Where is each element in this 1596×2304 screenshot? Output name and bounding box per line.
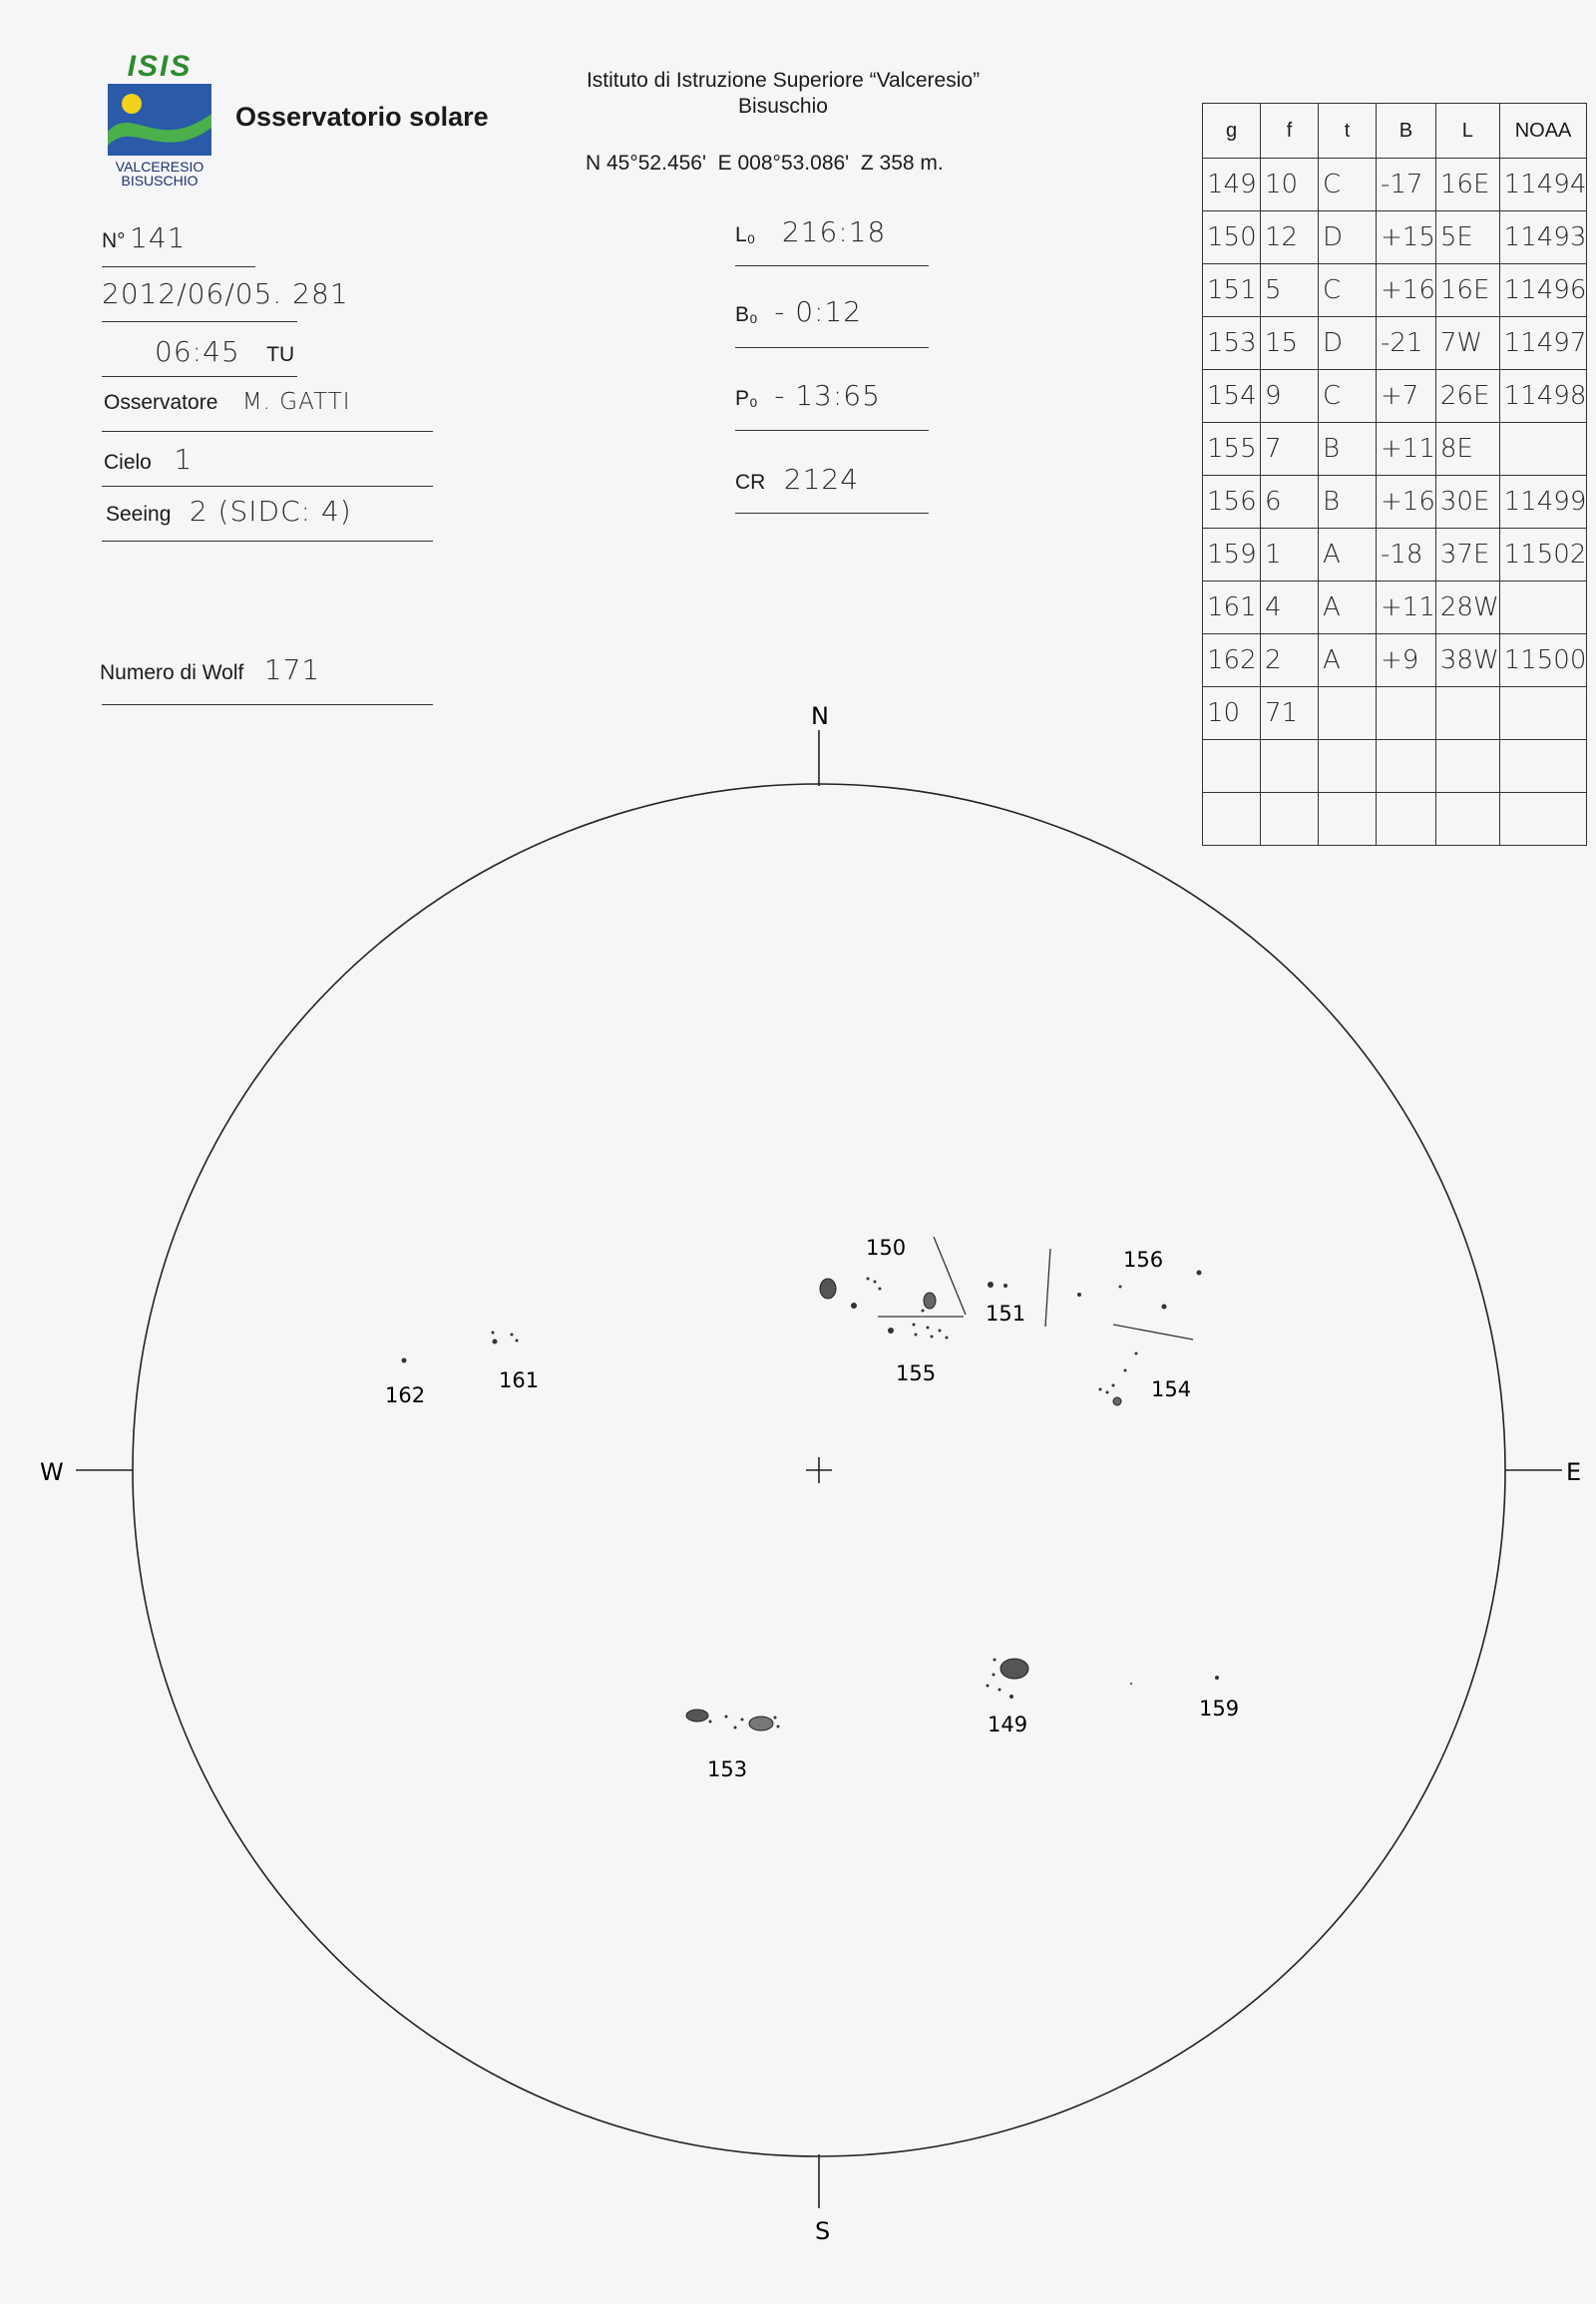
table-cell: 28W xyxy=(1435,581,1499,634)
table-cell: A xyxy=(1319,634,1377,687)
table-cell: 5 xyxy=(1261,264,1319,317)
table-cell: 161 xyxy=(1203,581,1261,634)
table-cell xyxy=(1377,793,1436,846)
table-cell: +9 xyxy=(1377,634,1436,687)
table-cell xyxy=(1319,687,1377,740)
table-cell xyxy=(1499,423,1587,476)
col-header-b: B xyxy=(1377,104,1436,159)
table-cell: +16 xyxy=(1377,476,1436,529)
l0-value: 216:18 xyxy=(781,215,887,248)
table-cell: A xyxy=(1319,529,1377,581)
table-row xyxy=(1203,370,1587,423)
table-header-row xyxy=(1203,104,1587,159)
observation-time-value: 06:45 xyxy=(155,335,240,368)
table-cell: 15 xyxy=(1261,317,1319,370)
record-number xyxy=(102,221,186,254)
seeing-field xyxy=(106,495,352,528)
seeing-label: Seeing xyxy=(106,503,172,526)
group-label-154: 154 xyxy=(1151,1377,1192,1401)
table-cell xyxy=(1499,740,1587,793)
table-cell: 7W xyxy=(1435,317,1499,370)
b0-value: - 0:12 xyxy=(774,295,863,328)
group-label-153: 153 xyxy=(707,1757,748,1781)
table-cell: 11497 xyxy=(1499,317,1587,370)
table-row xyxy=(1203,159,1587,211)
table-row xyxy=(1203,687,1587,740)
institute-header xyxy=(544,68,1022,120)
table-cell: 71 xyxy=(1261,687,1319,740)
table-cell: 162 xyxy=(1203,634,1261,687)
table-row xyxy=(1203,423,1587,476)
table-cell xyxy=(1319,793,1377,846)
table-cell: 10 xyxy=(1261,159,1319,211)
table-cell xyxy=(1319,740,1377,793)
wolf-number-label: Numero di Wolf xyxy=(100,661,244,684)
table-cell xyxy=(1435,687,1499,740)
table-cell xyxy=(1377,740,1436,793)
l0-field xyxy=(735,215,886,248)
site-coordinates: N 45°52.456' E 008°53.086' Z 358 m. xyxy=(586,152,944,175)
table-cell: 11502 xyxy=(1499,529,1587,581)
group-156-spots xyxy=(1077,1271,1202,1310)
table-cell xyxy=(1499,581,1587,634)
table-row xyxy=(1203,793,1587,846)
table-cell: -17 xyxy=(1377,159,1436,211)
record-number-value: 141 xyxy=(130,221,187,254)
table-cell: 9 xyxy=(1261,370,1319,423)
group-label-159: 159 xyxy=(1199,1697,1240,1721)
table-cell: 149 xyxy=(1203,159,1261,211)
l0-label: L₀ xyxy=(735,223,756,246)
table-cell xyxy=(1203,793,1261,846)
table-cell: +11 xyxy=(1377,581,1436,634)
label-west: W xyxy=(40,1458,64,1486)
institute-line1: Istituto di Istruzione Superiore “Valceresio” xyxy=(586,69,981,92)
table-cell xyxy=(1377,687,1436,740)
table-cell: B xyxy=(1319,423,1377,476)
table-cell: 153 xyxy=(1203,317,1261,370)
group-label-162: 162 xyxy=(385,1383,426,1407)
table-cell xyxy=(1435,793,1499,846)
label-east: E xyxy=(1566,1458,1582,1486)
table-cell: 159 xyxy=(1203,529,1261,581)
table-cell: +15 xyxy=(1377,211,1436,264)
table-cell: 154 xyxy=(1203,370,1261,423)
table-row xyxy=(1203,264,1587,317)
table-cell: 8E xyxy=(1435,423,1499,476)
solar-disk-outline xyxy=(133,784,1505,2156)
table-cell: B xyxy=(1319,476,1377,529)
table-cell: 6 xyxy=(1261,476,1319,529)
group-150-boundary-a xyxy=(934,1237,966,1315)
table-row xyxy=(1203,317,1587,370)
table-cell: 151 xyxy=(1203,264,1261,317)
table-cell: 7 xyxy=(1261,423,1319,476)
group-150-spots xyxy=(820,1278,936,1313)
table-row xyxy=(1203,211,1587,264)
table-cell: -21 xyxy=(1377,317,1436,370)
group-label-155: 155 xyxy=(896,1361,937,1385)
table-cell: 11498 xyxy=(1499,370,1587,423)
observation-time xyxy=(155,335,294,368)
institute-line2: Bisuschio xyxy=(738,95,828,118)
table-row xyxy=(1203,529,1587,581)
table-cell: 156 xyxy=(1203,476,1261,529)
table-cell: 16E xyxy=(1435,264,1499,317)
wolf-number-field xyxy=(100,653,320,686)
table-cell xyxy=(1499,687,1587,740)
b0-label: B₀ xyxy=(735,303,758,326)
table-cell: A xyxy=(1319,581,1377,634)
table-cell: -18 xyxy=(1377,529,1436,581)
table-cell: 11500 xyxy=(1499,634,1587,687)
table-cell xyxy=(1261,793,1319,846)
table-cell: 4 xyxy=(1261,581,1319,634)
p0-value: - 13:65 xyxy=(774,379,881,412)
table-cell: D xyxy=(1319,211,1377,264)
table-cell: 10 xyxy=(1203,687,1261,740)
col-header-noaa: NOAA xyxy=(1499,104,1587,159)
table-cell: 16E xyxy=(1435,159,1499,211)
logo-emblem-icon xyxy=(108,84,211,156)
table-cell: 155 xyxy=(1203,423,1261,476)
group-label-149: 149 xyxy=(988,1713,1028,1736)
wolf-number-value: 171 xyxy=(263,653,321,686)
logo-brand: ISIS xyxy=(127,50,193,83)
table-cell: 11494 xyxy=(1499,159,1587,211)
school-logo xyxy=(105,50,214,189)
cr-label: CR xyxy=(735,471,766,494)
group-159-spots xyxy=(1130,1676,1219,1685)
table-cell: 26E xyxy=(1435,370,1499,423)
group-151-spots xyxy=(988,1282,1007,1288)
sky-field xyxy=(104,443,193,476)
col-header-l: L xyxy=(1435,104,1499,159)
page-title: Osservatorio solare xyxy=(235,102,489,132)
observer-label: Osservatore xyxy=(104,391,218,414)
table-cell: 1 xyxy=(1261,529,1319,581)
col-header-f: f xyxy=(1261,104,1319,159)
group-154-spots xyxy=(1099,1352,1138,1406)
table-cell: +16 xyxy=(1377,264,1436,317)
table-cell: C xyxy=(1319,370,1377,423)
table-cell xyxy=(1435,740,1499,793)
group-156-boundary xyxy=(1113,1325,1193,1340)
p0-field xyxy=(735,379,881,412)
table-cell: 11493 xyxy=(1499,211,1587,264)
group-153-spots xyxy=(686,1710,780,1730)
p0-label: P₀ xyxy=(735,387,758,410)
observer-value: M. GATTI xyxy=(241,389,351,415)
group-151-boundary xyxy=(1045,1249,1050,1327)
table-row xyxy=(1203,581,1587,634)
label-north: N xyxy=(811,702,829,730)
table-cell: 2 xyxy=(1261,634,1319,687)
observer-field xyxy=(104,389,351,415)
table-cell: +11 xyxy=(1377,423,1436,476)
table-cell: 37E xyxy=(1435,529,1499,581)
group-label-161: 161 xyxy=(499,1368,540,1392)
table-cell: 5E xyxy=(1435,211,1499,264)
table-cell: 38W xyxy=(1435,634,1499,687)
sky-label: Cielo xyxy=(104,451,152,474)
sunspot-groups-table xyxy=(1202,103,1587,846)
table-cell: 150 xyxy=(1203,211,1261,264)
table-row xyxy=(1203,476,1587,529)
table-cell: C xyxy=(1319,264,1377,317)
table-cell xyxy=(1499,793,1587,846)
sky-value: 1 xyxy=(174,443,194,476)
group-label-150: 150 xyxy=(866,1236,907,1260)
group-149-spots xyxy=(987,1659,1029,1700)
col-header-g: g xyxy=(1203,104,1261,159)
group-label-156: 156 xyxy=(1123,1248,1164,1272)
table-cell: 12 xyxy=(1261,211,1319,264)
table-cell: 11499 xyxy=(1499,476,1587,529)
observation-date: 2012/06/05. 281 xyxy=(102,277,349,310)
logo-line2: BISUSCHIO xyxy=(121,173,199,189)
tu-label: TU xyxy=(266,343,295,366)
seeing-value: 2 (SIDC: 4) xyxy=(189,495,352,528)
table-cell: C xyxy=(1319,159,1377,211)
group-label-151: 151 xyxy=(986,1302,1026,1326)
table-cell xyxy=(1203,740,1261,793)
table-cell: +7 xyxy=(1377,370,1436,423)
table-cell: 30E xyxy=(1435,476,1499,529)
table-cell xyxy=(1261,740,1319,793)
col-header-t: t xyxy=(1319,104,1377,159)
group-155-spots xyxy=(888,1324,949,1340)
label-south: S xyxy=(815,2217,831,2245)
record-number-label: N° xyxy=(102,229,126,252)
cr-value: 2124 xyxy=(783,463,860,496)
cr-field xyxy=(735,463,859,496)
table-row xyxy=(1203,740,1587,793)
group-162-spot xyxy=(402,1358,407,1363)
table-row xyxy=(1203,634,1587,687)
table-cell: 11496 xyxy=(1499,264,1587,317)
table-cell: D xyxy=(1319,317,1377,370)
group-161-spots xyxy=(492,1332,519,1344)
b0-field xyxy=(735,295,862,328)
logo-line1: VALCERESIO xyxy=(115,159,204,175)
